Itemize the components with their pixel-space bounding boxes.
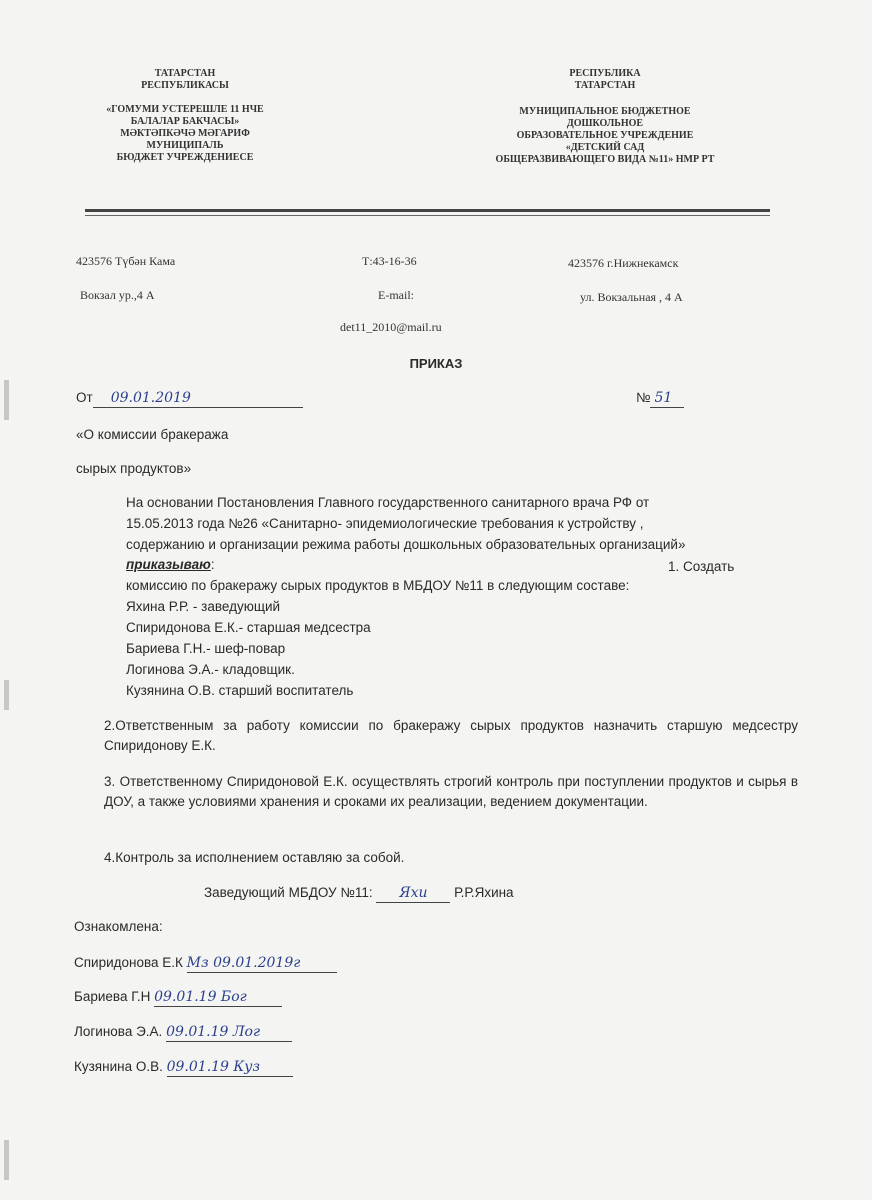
order-colon: : <box>210 557 215 572</box>
address-left-1: 423576 Түбән Кама <box>76 254 176 268</box>
header-right-line: «ДЕТСКИЙ САД <box>565 142 645 153</box>
header-divider-thin <box>85 215 770 216</box>
signature-name: Р.Р.Яхина <box>454 885 514 900</box>
date-line <box>76 389 303 408</box>
acquainted-handwritten: 09.01.19 Куз <box>166 1059 260 1075</box>
header-right-line: РЕСПУБЛИКА <box>569 68 641 79</box>
header-left-line: БАЛАЛАР БАКЧАСЫ» <box>130 116 240 127</box>
header-right <box>470 68 740 166</box>
address-right-1: 423576 г.Нижнекамск <box>568 256 679 270</box>
document-title: ПРИКАЗ <box>409 356 463 371</box>
from-label: От <box>76 390 93 405</box>
scan-artifact <box>4 1140 9 1180</box>
acquainted-name: Бариева Г.Н <box>74 989 151 1004</box>
acquainted-name: Логинова Э.А. <box>74 1024 163 1039</box>
member-item: Кузянина О.В. старший воспитатель <box>126 683 354 698</box>
acquainted-row <box>74 1058 293 1077</box>
subject-line-2: сырых продуктов» <box>76 461 192 476</box>
email-address: det11_2010@mail.ru <box>340 320 442 334</box>
date-field <box>93 389 303 408</box>
item2-paragraph: 2.Ответственным за работу комиссии по бракеражу сырых продуктов назначить старшую медсестру Спиридонову Е.К. <box>104 718 798 753</box>
basis-line-1: На основании Постановления Главного государственного санитарного врача РФ от <box>126 495 650 510</box>
acquainted-sign-field <box>187 954 337 973</box>
header-left-line: МӘКТӘПКӘЧӘ МӘГАРИФ <box>120 128 250 139</box>
header-divider <box>85 209 770 212</box>
header-left-line: БЮДЖЕТ УЧРЕЖДЕНИЕСЕ <box>116 152 254 163</box>
number-label: № <box>636 390 651 405</box>
phone: Т:43-16-36 <box>362 254 417 268</box>
address-left-2: Вокзал ур.,4 А <box>80 288 155 302</box>
order-word-line <box>126 556 215 574</box>
member-item: Яхина Р.Р. - заведующий <box>126 599 281 614</box>
item1-start: 1. Создать <box>668 559 735 574</box>
acquainted-row <box>74 954 337 973</box>
acquainted-row <box>74 988 282 1007</box>
header-right-line: ДОШКОЛЬНОЕ <box>566 118 644 129</box>
member-item: Логинова Э.А.- кладовщик. <box>126 662 295 677</box>
acquainted-handwritten: 09.01.19 Бог <box>154 989 247 1005</box>
signature-line <box>204 884 514 903</box>
acquainted-name: Спиридонова Е.К <box>74 955 183 970</box>
acquainted-label: Ознакомлена: <box>74 919 163 934</box>
basis-line-2: 15.05.2013 года №26 «Санитарно- эпидемиологические требования к устройству , <box>126 516 644 531</box>
acquainted-sign-field <box>167 1058 293 1077</box>
acquainted-sign-field <box>166 1023 292 1042</box>
header-left-line: ТАТАРСТАН <box>154 68 216 79</box>
order-word: приказываю <box>126 557 211 572</box>
signature-handwritten: Яхи <box>399 885 428 901</box>
date-handwritten: 09.01.2019 <box>110 390 191 406</box>
header-right-line: ОБРАЗОВАТЕЛЬНОЕ УЧРЕЖДЕНИЕ <box>516 130 694 141</box>
address-right-2: ул. Вокзальная , 4 А <box>580 290 683 304</box>
signature-label: Заведующий МБДОУ №11: <box>204 885 373 900</box>
header-right-line: ОБЩЕРАЗВИВАЮЩЕГО ВИДА №11» НМР РТ <box>495 154 715 165</box>
header-right-line: ТАТАРСТАН <box>574 80 636 91</box>
scan-artifact <box>4 380 9 420</box>
acquainted-sign-field <box>154 988 282 1007</box>
item1-text: комиссию по бракеражу сырых продуктов в МБДОУ №11 в следующим составе: <box>126 578 630 593</box>
number-line <box>636 389 684 408</box>
header-left-line: МУНИЦИПАЛЬ <box>146 140 224 151</box>
header-left <box>70 68 300 164</box>
acquainted-handwritten: 09.01.19 Лог <box>166 1024 261 1040</box>
scan-artifact <box>4 680 9 710</box>
email-label: E-mail: <box>378 288 414 302</box>
signature-field <box>376 884 450 903</box>
header-left-line: РЕСПУБЛИКАСЫ <box>141 80 229 91</box>
member-item: Спиридонова Е.К.- старшая медсестра <box>126 620 371 635</box>
item4-paragraph: 4.Контроль за исполнением оставляю за собой. <box>104 850 405 865</box>
header-left-line <box>70 92 300 104</box>
header-right-line: МУНИЦИПАЛЬНОЕ БЮДЖЕТНОЕ <box>519 106 691 117</box>
acquainted-handwritten: Мз 09.01.2019г <box>186 955 301 971</box>
subject-line-1: «О комиссии бракеража <box>76 427 229 442</box>
basis-line-3: содержанию и организации режима работы дошкольных образовательных организаций» <box>126 537 686 552</box>
member-item: Бариева Г.Н.- шеф-повар <box>126 641 286 656</box>
acquainted-row <box>74 1023 292 1042</box>
acquainted-name: Кузянина О.В. <box>74 1059 163 1074</box>
header-left-line: «ГОМУМИ УСТЕРЕШЛЕ 11 НЧЕ <box>106 104 264 115</box>
header-right-line <box>470 92 740 106</box>
item3-paragraph: 3. Ответственному Спиридоновой Е.К. осуществлять строгий контроль при поступлении продуктов и сырья в ДОУ, а также условиями хранения и сроками их реализации, ведением документации. <box>104 774 798 809</box>
number-field <box>650 389 684 408</box>
number-handwritten: 51 <box>654 390 673 406</box>
